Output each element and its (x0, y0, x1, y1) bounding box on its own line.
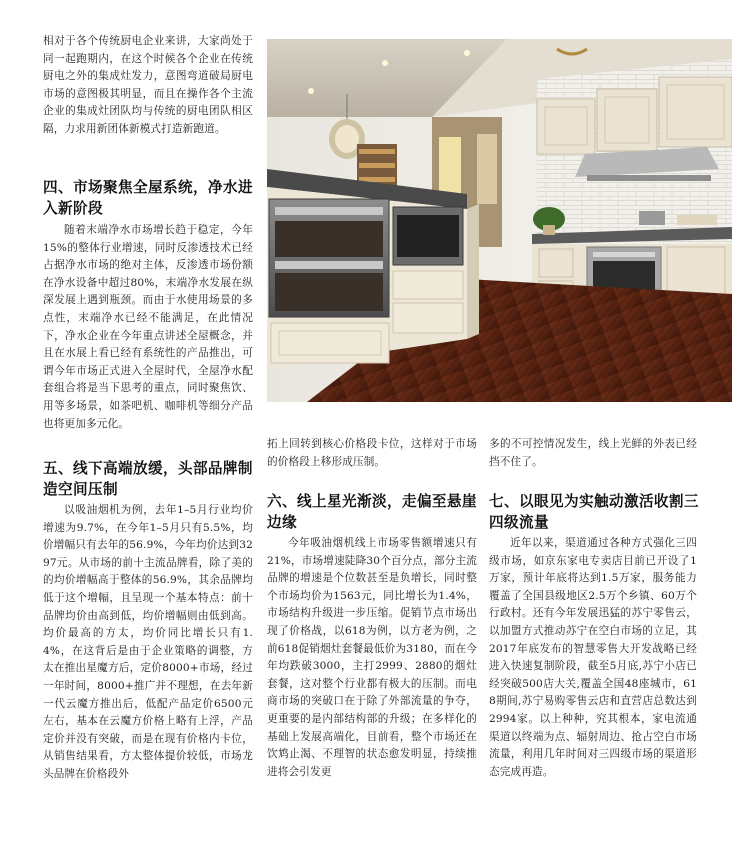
section-7-heading: 七、以眼见为实触动激活收割三四级流量 (489, 493, 699, 531)
col1-intro-paragraph: 相对于各个传统厨电企业来讲，大家尚处于同一起跑期内，在这个时候各个企业在传统厨电之外的集成灶发力，意图弯道破局厨电市场的意图极其明显，而且在操作各个主流企业的集成灶团队均与传统的厨电团队相区隔，力求用新团体新模式打造新跑道。 (43, 35, 253, 135)
col3-continued-paragraph: 多的不可控情况发生，线上光鲜的外表已经挡不住了。 (489, 438, 697, 468)
section-5-body: 以吸油烟机为例，去年1–5月行业均价增速为9.7%，在今年1–5月只有5.5%，均价增幅只有去年的56.9%，今年均价达到3297元。从市场的前十主流品牌看，除了美的的均价增幅高于整体的56.9%，其余品牌均低于这个增幅，且呈现一个基本特点：前十品牌均价由高到低，均价增幅则由低到高。均价最高的方太，均价同比增长只有1.4%，在这背后是由于企业策略的调整，方太在推出星魔方后，定价8000+市场，经过一年时间，8000+推广并不理想，在去年新一代云魔方推出后，低配产品定价6500元左右，基本在云魔方价格上略有上浮，产品定价并没有突破，而是在现有价格内卡位，从销售结果看，方太整体提价较低，市场龙头品牌在价格段外 (43, 504, 253, 780)
section-6-heading: 六、线上星光渐淡，走偏至悬崖边缘 (267, 493, 477, 531)
col2-continued-paragraph: 拓上回转到核心价格段卡位，这样对于市场的价格段上移形成压制。 (267, 438, 477, 468)
section-4-heading: 四、市场聚焦全屋系统，净水进入新阶段 (43, 179, 253, 217)
section-6-body: 今年吸油烟机线上市场零售额增速只有21%，市场增速陡降30个百分点，部分主流品牌的增速是个位数甚至是负增长，同时整个市场均价为1563元，同比增长为1.4%，市场结构升级进一步压缩。促销节点市场出现了价格战，以618为例，以方老为例，之前618促销烟灶套餐最低价为3180，而在今年均跌破3000，主打2999、2880的烟灶套餐，这对整个行业都有极大的压制。而电商市场的突破口在于除了外部流量的争夺，更重要的是内部结构部的升级；在多样化的基础上发展高端化，目前看，整个市场还在饮鸩止渴、不理智的状态愈发明显，持续推进将会引发更 (267, 537, 477, 778)
kitchen-photo (267, 39, 732, 402)
section-7-body: 近年以来，渠道通过各种方式强化三四级市场，如京东家电专卖店目前已开设了1万家，预计年底将达到1.5万家，服务能力覆盖了全国县级地区2.5万个乡镇、60万个行政村。还有今年发展迅猛的苏宁零售云，以加盟方式推动苏宁在空白市场的立足，其2017年底发布的智慧零售大开发战略已经进入快速复制阶段，截至5月底,苏宁小店已经突破500店大关,覆盖全国48座城市，618期间,苏宁易购零售云店和直营店总数达到2994家。以上种种，究其根本，家电流通渠道以终端为点、辐射周边、抢占空白市场流量，利用几年时间对三四级市场的渠道形态完成再造。 (489, 537, 697, 778)
section-5-heading: 五、线下高端放缓，头部品牌制造空间压制 (43, 460, 253, 498)
section-4-body: 随着末端净水市场增长趋于稳定，今年15%的整体行业增速，同时反渗透技术已经占据净水市场的绝对主体，反渗透市场份额在净水设备中超过80%，末端净水发展在纵深发展上遇到瓶颈。而由于水使用场景的多点性，末端净水已经不能满足，在此情况下，净水企业在今年重点讲述全屋概念，并且在水展上看已经有系统性的产品推出，可谓今年市场正式进入全屋时代，全屋净水配套组合将是当下思考的重点，同时聚焦饮、用等多场景，如茶吧机、咖啡机等细分产品也将更加多元化。 (43, 224, 253, 430)
